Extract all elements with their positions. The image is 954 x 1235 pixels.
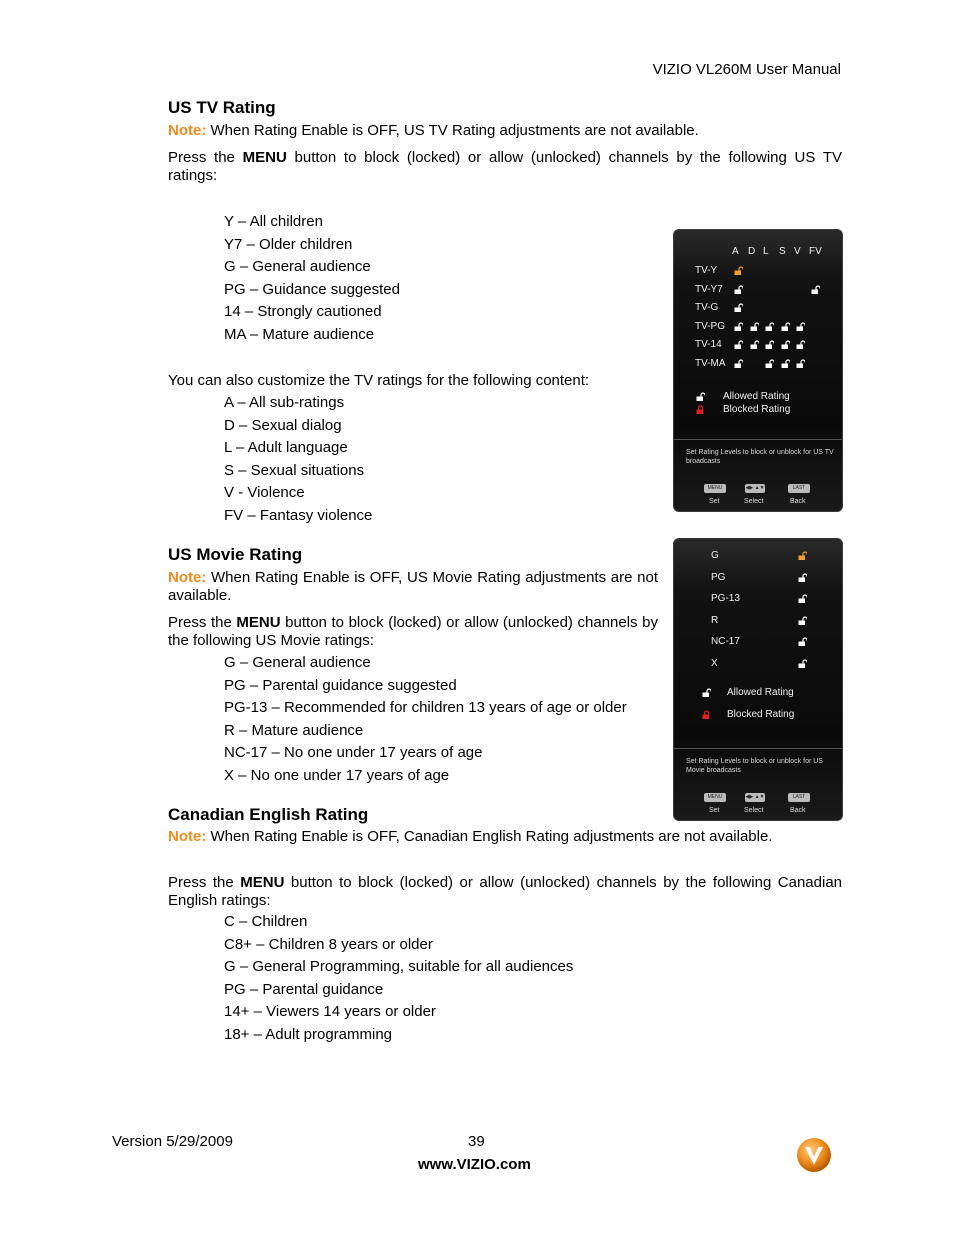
select-label: Select	[744, 498, 764, 505]
allowed-lock-icon	[696, 392, 705, 401]
column-header: L	[763, 246, 769, 257]
instr-post: button to block (locked) or allow (unlocked) channels by the following US Movie ratings:	[168, 614, 659, 649]
canadian-heading: Canadian English Rating	[168, 805, 369, 824]
selected-lock-icon	[734, 266, 743, 275]
list-item: PG – Guidance suggested	[224, 280, 400, 298]
menu-button: MENU	[704, 484, 726, 493]
rating-label: TV-MA	[695, 358, 726, 369]
instr-post: button to block (locked) or allow (unlocked) channels by the following Canadian English ratings:	[168, 874, 843, 909]
rating-label: PG-13	[711, 593, 740, 604]
unlock-icon	[734, 285, 743, 294]
set-label: Set	[709, 807, 720, 814]
rating-label: R	[711, 614, 719, 626]
us-tv-rating-osd	[673, 229, 843, 512]
unlock-icon	[811, 285, 820, 294]
unlock-icon	[781, 340, 790, 349]
unlock-icon	[734, 322, 743, 331]
rating-label: TV-PG	[695, 320, 726, 332]
column-header: S	[779, 246, 786, 257]
last-button: LAST	[788, 484, 810, 493]
unlock-icon	[798, 616, 807, 625]
website-url: www.VIZIO.com	[418, 1156, 531, 1173]
list-item: S – Sexual situations	[224, 461, 365, 479]
menu-keyword: MENU	[236, 614, 281, 631]
note-label: Note:	[168, 122, 207, 139]
us-movie-rating-list	[224, 652, 627, 788]
canadian-note-text: When Rating Enable is OFF, Canadian English Rating adjustments are not available.	[206, 828, 773, 845]
list-item: MA – Mature audience	[224, 325, 375, 343]
list-item: X – No one under 17 years of age	[224, 766, 450, 784]
manual-title: VIZIO VL260M User Manual	[652, 61, 841, 78]
us-tv-rating-list	[224, 211, 400, 347]
us-movie-heading: US Movie Rating	[168, 545, 303, 564]
unlock-icon	[750, 340, 759, 349]
instr-pre: Press the	[168, 149, 243, 166]
list-item: L – Adult language	[224, 439, 348, 457]
arrows-button: ◀▶ ▲▼	[745, 794, 765, 800]
unlock-icon	[798, 659, 807, 668]
unlock-icon	[734, 340, 743, 349]
list-item: PG – Parental guidance	[224, 980, 384, 998]
rating-label: G	[711, 550, 719, 561]
selected-lock-icon	[798, 551, 807, 560]
unlock-icon	[798, 573, 807, 582]
list-item: C8+ – Children 8 years or older	[224, 935, 433, 953]
rating-label: TV-Y7	[695, 283, 723, 295]
unlock-icon	[781, 359, 790, 368]
list-item: C – Children	[224, 913, 308, 930]
rating-label: PG	[711, 571, 726, 583]
legend-allowed: Allowed Rating	[723, 391, 790, 402]
unlock-icon	[734, 359, 743, 368]
blocked-lock-icon	[702, 710, 711, 719]
set-label: Set	[709, 498, 720, 505]
list-item: Y7 – Older children	[224, 235, 353, 253]
us-tv-content-list	[224, 392, 372, 528]
menu-keyword: MENU	[240, 874, 285, 891]
us-movie-note	[168, 569, 658, 605]
unlock-icon	[798, 594, 807, 603]
back-label: Back	[790, 498, 806, 505]
instr-pre: Press the	[168, 874, 241, 891]
canadian-rating-list	[224, 911, 573, 1047]
vizio-logo-icon	[795, 1136, 833, 1174]
unlock-icon	[796, 340, 805, 349]
unlock-icon	[798, 637, 807, 646]
column-header: D	[748, 246, 756, 257]
list-item: G – General audience	[224, 258, 371, 276]
list-item: FV – Fantasy violence	[224, 506, 373, 524]
list-item: G – General Programming, suitable for all audiences	[224, 958, 574, 976]
list-item: 18+ – Adult programming	[224, 1025, 393, 1043]
unlock-icon	[734, 303, 743, 312]
canadian-instructions	[168, 874, 842, 910]
list-item: G – General audience	[224, 654, 371, 671]
us-movie-rating-osd	[673, 538, 843, 821]
select-label: Select	[744, 807, 764, 814]
unlock-icon	[796, 359, 805, 368]
us-tv-note	[168, 122, 842, 140]
column-header: FV	[809, 246, 822, 257]
version-text: Version 5/29/2009	[112, 1133, 233, 1150]
last-button: LAST	[788, 793, 810, 802]
blocked-lock-icon	[696, 405, 705, 414]
note-label: Note:	[168, 569, 207, 586]
list-item: V - Violence	[224, 484, 305, 502]
list-item: NC-17 – No one under 17 years of age	[224, 744, 483, 762]
rating-label: TV-14	[695, 339, 722, 351]
unlock-icon	[765, 322, 774, 331]
list-item: 14+ – Viewers 14 years or older	[224, 1003, 436, 1021]
unlock-icon	[750, 322, 759, 331]
rating-label: TV-Y	[695, 265, 718, 276]
osd-hint: Set Rating Levels to block or unblock for US Movie broadcasts	[686, 758, 823, 774]
page-number: 39	[468, 1133, 485, 1150]
canadian-note	[168, 828, 842, 846]
unlock-icon	[781, 322, 790, 331]
arrows-button: ◀▶ ▲▼	[745, 485, 765, 491]
legend-blocked: Blocked Rating	[723, 404, 791, 415]
unlock-icon	[796, 322, 805, 331]
note-label: Note:	[168, 828, 207, 845]
us-movie-instructions	[168, 614, 658, 650]
list-item: Y – All children	[224, 213, 323, 230]
allowed-lock-icon	[702, 688, 711, 697]
instr-pre: Press the	[168, 614, 237, 631]
back-label: Back	[790, 807, 806, 814]
unlock-icon	[765, 340, 774, 349]
menu-button: MENU	[704, 793, 726, 802]
column-header: V	[794, 246, 801, 257]
list-item: D – Sexual dialog	[224, 416, 342, 434]
list-item: PG – Parental guidance suggested	[224, 676, 457, 694]
us-tv-heading: US TV Rating	[168, 98, 276, 117]
menu-keyword: MENU	[242, 149, 287, 166]
column-header: A	[732, 246, 739, 257]
us-movie-note-text: When Rating Enable is OFF, US Movie Rating adjustments are not available.	[168, 569, 658, 604]
osd-hint: Set Rating Levels to block or unblock for US TV broadcasts	[686, 449, 834, 465]
rating-label: X	[711, 657, 718, 669]
list-item: A – All sub-ratings	[224, 394, 345, 411]
customize-text: You can also customize the TV ratings for the following content:	[168, 372, 590, 389]
list-item: 14 – Strongly cautioned	[224, 303, 382, 321]
rating-label: NC-17	[711, 636, 740, 647]
list-item: R – Mature audience	[224, 721, 364, 739]
us-tv-note-text: When Rating Enable is OFF, US TV Rating adjustments are not available.	[206, 122, 699, 139]
legend-blocked: Blocked Rating	[727, 709, 795, 720]
unlock-icon	[765, 359, 774, 368]
rating-label: TV-G	[695, 302, 719, 314]
list-item: PG-13 – Recommended for children 13 years of age or older	[224, 699, 627, 717]
instr-post: button to block (locked) or allow (unlocked) channels by the following US TV ratings:	[168, 149, 843, 184]
legend-allowed: Allowed Rating	[727, 687, 794, 698]
us-tv-instructions	[168, 149, 842, 185]
